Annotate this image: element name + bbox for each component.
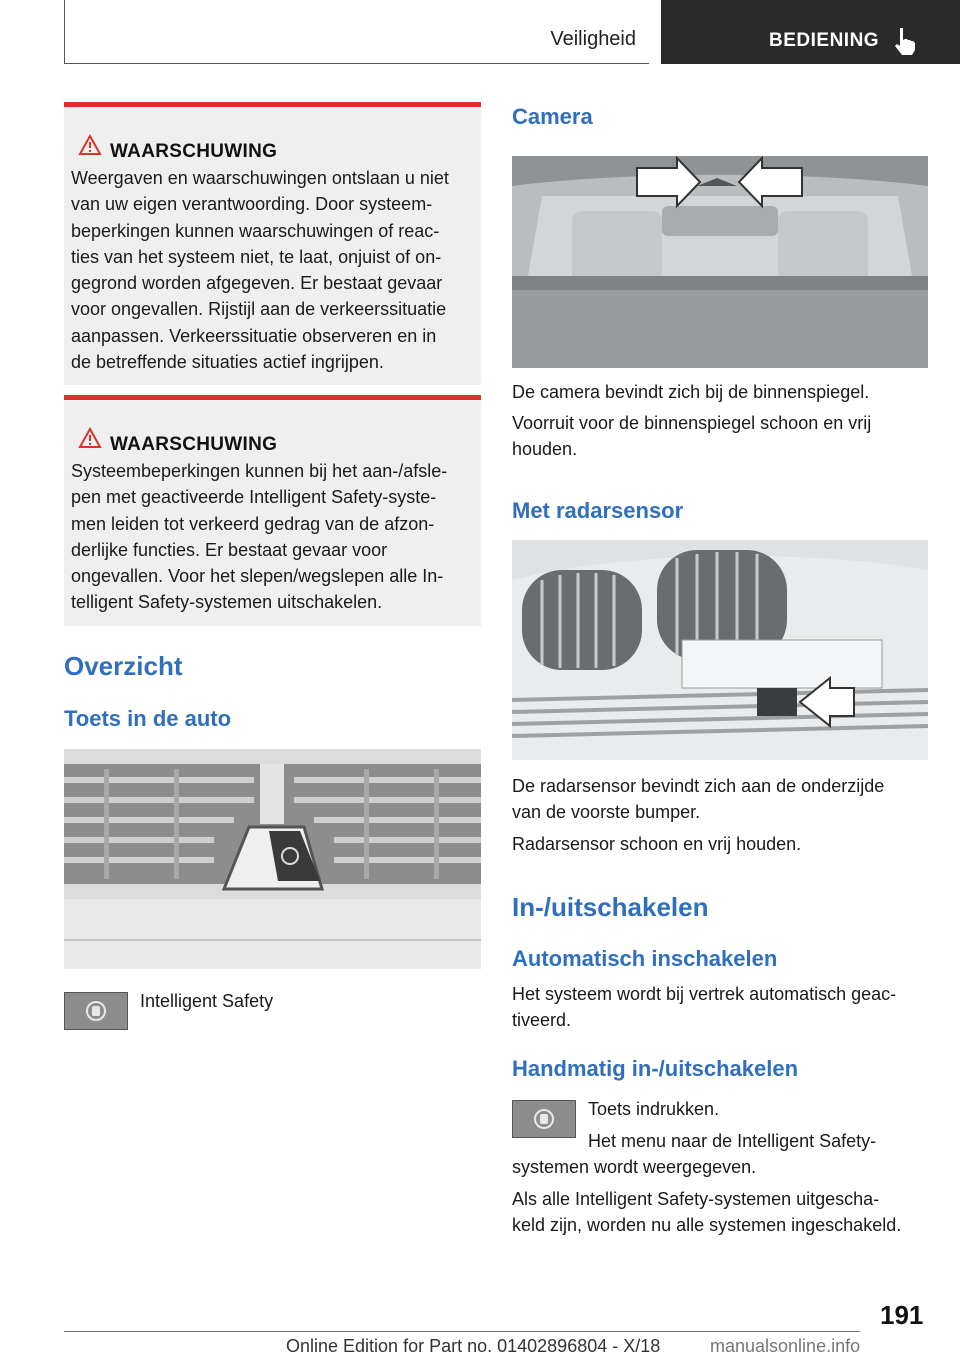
heading-camera: Camera <box>512 104 593 129</box>
heading-handmatig: Handmatig in-/uitschakelen <box>512 1056 799 1081</box>
camera-interior-photo <box>512 156 928 368</box>
footer-rule <box>64 1331 860 1332</box>
warning-triangle-icon <box>78 134 102 156</box>
manual-paragraph-2a: Het menu naar de Intelligent Safety- <box>588 1131 877 1151</box>
warning-box-2 <box>64 395 481 626</box>
auto-paragraph: Het systeem wordt bij vertrek automatisch geac- tiveerd. <box>512 984 897 1030</box>
intelligent-safety-icon <box>513 1101 575 1137</box>
header-rule <box>64 63 649 64</box>
heading-radarsensor: Met radarsensor <box>512 498 684 523</box>
header-section-title: Veiligheid <box>550 28 636 50</box>
camera-paragraph-2: Voorruit voor de binnenspiegel schoon en vrij houden. <box>512 413 872 459</box>
warning-title: WAARSCHUWING <box>110 141 278 162</box>
warning-title: WAARSCHUWING <box>110 434 278 455</box>
header-chapter-label: BEDIENING <box>769 30 880 51</box>
warning-box-1 <box>64 102 481 385</box>
hand-pointer-icon <box>892 26 918 56</box>
manual-paragraph-1: Toets indrukken. <box>588 1099 720 1119</box>
warning-triangle-icon <box>78 427 102 449</box>
footer-edition: Online Edition for Part no. 01402896804 - X/18 <box>286 1336 661 1356</box>
subheading-toets: Toets in de auto <box>64 706 232 731</box>
intelligent-safety-icon <box>65 993 127 1029</box>
radar-paragraph-1: De radarsensor bevindt zich aan de onderzijde van de voorste bumper. <box>512 776 885 822</box>
camera-paragraph-1: De camera bevindt zich bij de binnenspiegel. <box>512 382 870 402</box>
heading-in-uitschakelen: In-/uitschakelen <box>512 892 709 922</box>
heading-automatisch: Automatisch inschakelen <box>512 946 778 971</box>
header-divider <box>64 0 65 64</box>
warning-text: Systeembeperkingen kunnen bij het aan-/afsle- pen met geactiveerde Intelligent Safety-syste- men leiden tot verkeerd gedrag van de afzon- derlijke functies. Er bestaat gevaar voor ongevallen. Voor het slepen/wegslepen alle In- telligent Safety-systemen uitschakelen. <box>71 461 448 613</box>
radar-paragraph-2: Radarsensor schoon en vrij houden. <box>512 834 802 854</box>
page-number: 191 <box>880 1300 924 1330</box>
intelligent-safety-caption: Intelligent Safety <box>140 991 274 1011</box>
intelligent-safety-button-icon <box>64 992 128 1030</box>
dashboard-button-photo <box>64 749 481 969</box>
heading-overzicht: Overzicht <box>64 651 183 681</box>
intelligent-safety-button-icon <box>512 1100 576 1138</box>
warning-text: Weergaven en waarschuwingen ontslaan u niet van uw eigen verantwoording. Door systeem- beperkingen kunnen waarschuwingen of reac- ties van het systeem niet, te laat, onjuist of on- gegrond worden afgegeven. Er bestaat gevaar voor ongevallen. Rijstijl aan de verkeerssituatie aanpassen. Verkeerssituatie observeren en in de betreffende situaties actief ingrijpen. <box>71 168 449 373</box>
radar-bumper-photo <box>512 540 928 760</box>
footer-brand-watermark: manualsonline.info <box>710 1336 861 1356</box>
manual-paragraph-3: Als alle Intelligent Safety-systemen uitgescha- keld zijn, worden nu alle systemen ingeschakeld. <box>512 1189 902 1235</box>
manual-paragraph-2b: systemen wordt weergegeven. <box>512 1157 757 1177</box>
